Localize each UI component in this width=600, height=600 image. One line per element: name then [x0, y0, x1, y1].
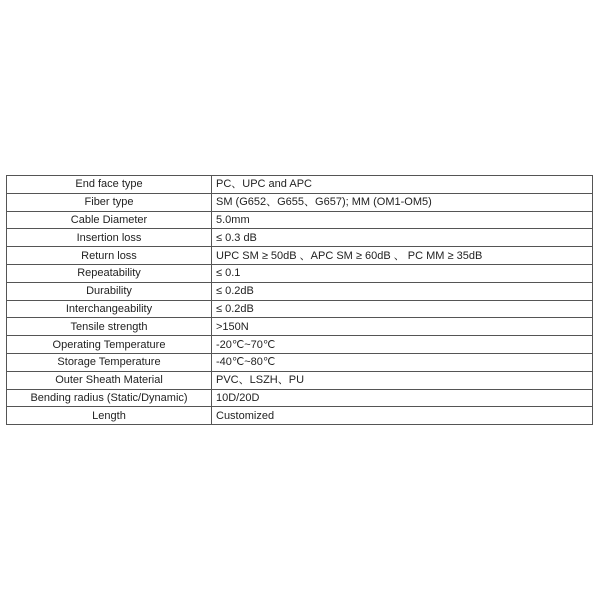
parameter-cell: Repeatability — [7, 264, 212, 282]
value-cell: PC、UPC and APC — [212, 176, 593, 194]
parameter-cell: Interchangeability — [7, 300, 212, 318]
value-cell: -20℃~70℃ — [212, 336, 593, 354]
value-cell: >150N — [212, 318, 593, 336]
table-row — [7, 389, 593, 407]
specification-table — [6, 175, 593, 425]
parameter-cell: Bending radius (Static/Dynamic) — [7, 389, 212, 407]
value-cell: ≤ 0.1 — [212, 264, 593, 282]
parameter-cell: Insertion loss — [7, 229, 212, 247]
parameter-cell: Operating Temperature — [7, 336, 212, 354]
parameter-cell: Storage Temperature — [7, 353, 212, 371]
parameter-cell: Durability — [7, 282, 212, 300]
parameter-cell: End face type — [7, 176, 212, 194]
value-cell: PVC、LSZH、PU — [212, 371, 593, 389]
value-cell: -40℃~80℃ — [212, 353, 593, 371]
value-cell: ≤ 0.2dB — [212, 300, 593, 318]
table-row — [7, 407, 593, 425]
value-cell: ≤ 0.2dB — [212, 282, 593, 300]
table-row — [7, 264, 593, 282]
parameter-cell: Tensile strength — [7, 318, 212, 336]
value-cell: SM (G652、G655、G657); MM (OM1-OM5) — [212, 193, 593, 211]
value-cell: ≤ 0.3 dB — [212, 229, 593, 247]
table-row — [7, 371, 593, 389]
parameter-cell: Cable Diameter — [7, 211, 212, 229]
parameter-cell: Outer Sheath Material — [7, 371, 212, 389]
value-cell: Customized — [212, 407, 593, 425]
table-row — [7, 176, 593, 194]
value-cell: UPC SM ≥ 50dB 、APC SM ≥ 60dB 、 PC MM ≥ 35dB — [212, 247, 593, 265]
table-row — [7, 193, 593, 211]
table-row — [7, 247, 593, 265]
parameter-cell: Return loss — [7, 247, 212, 265]
table-row — [7, 336, 593, 354]
value-cell: 5.0mm — [212, 211, 593, 229]
parameter-cell: Fiber type — [7, 193, 212, 211]
table-row — [7, 229, 593, 247]
value-cell: 10D/20D — [212, 389, 593, 407]
table-row — [7, 353, 593, 371]
parameter-cell: Length — [7, 407, 212, 425]
table-row — [7, 282, 593, 300]
table-row — [7, 211, 593, 229]
table-row — [7, 318, 593, 336]
table-row — [7, 300, 593, 318]
